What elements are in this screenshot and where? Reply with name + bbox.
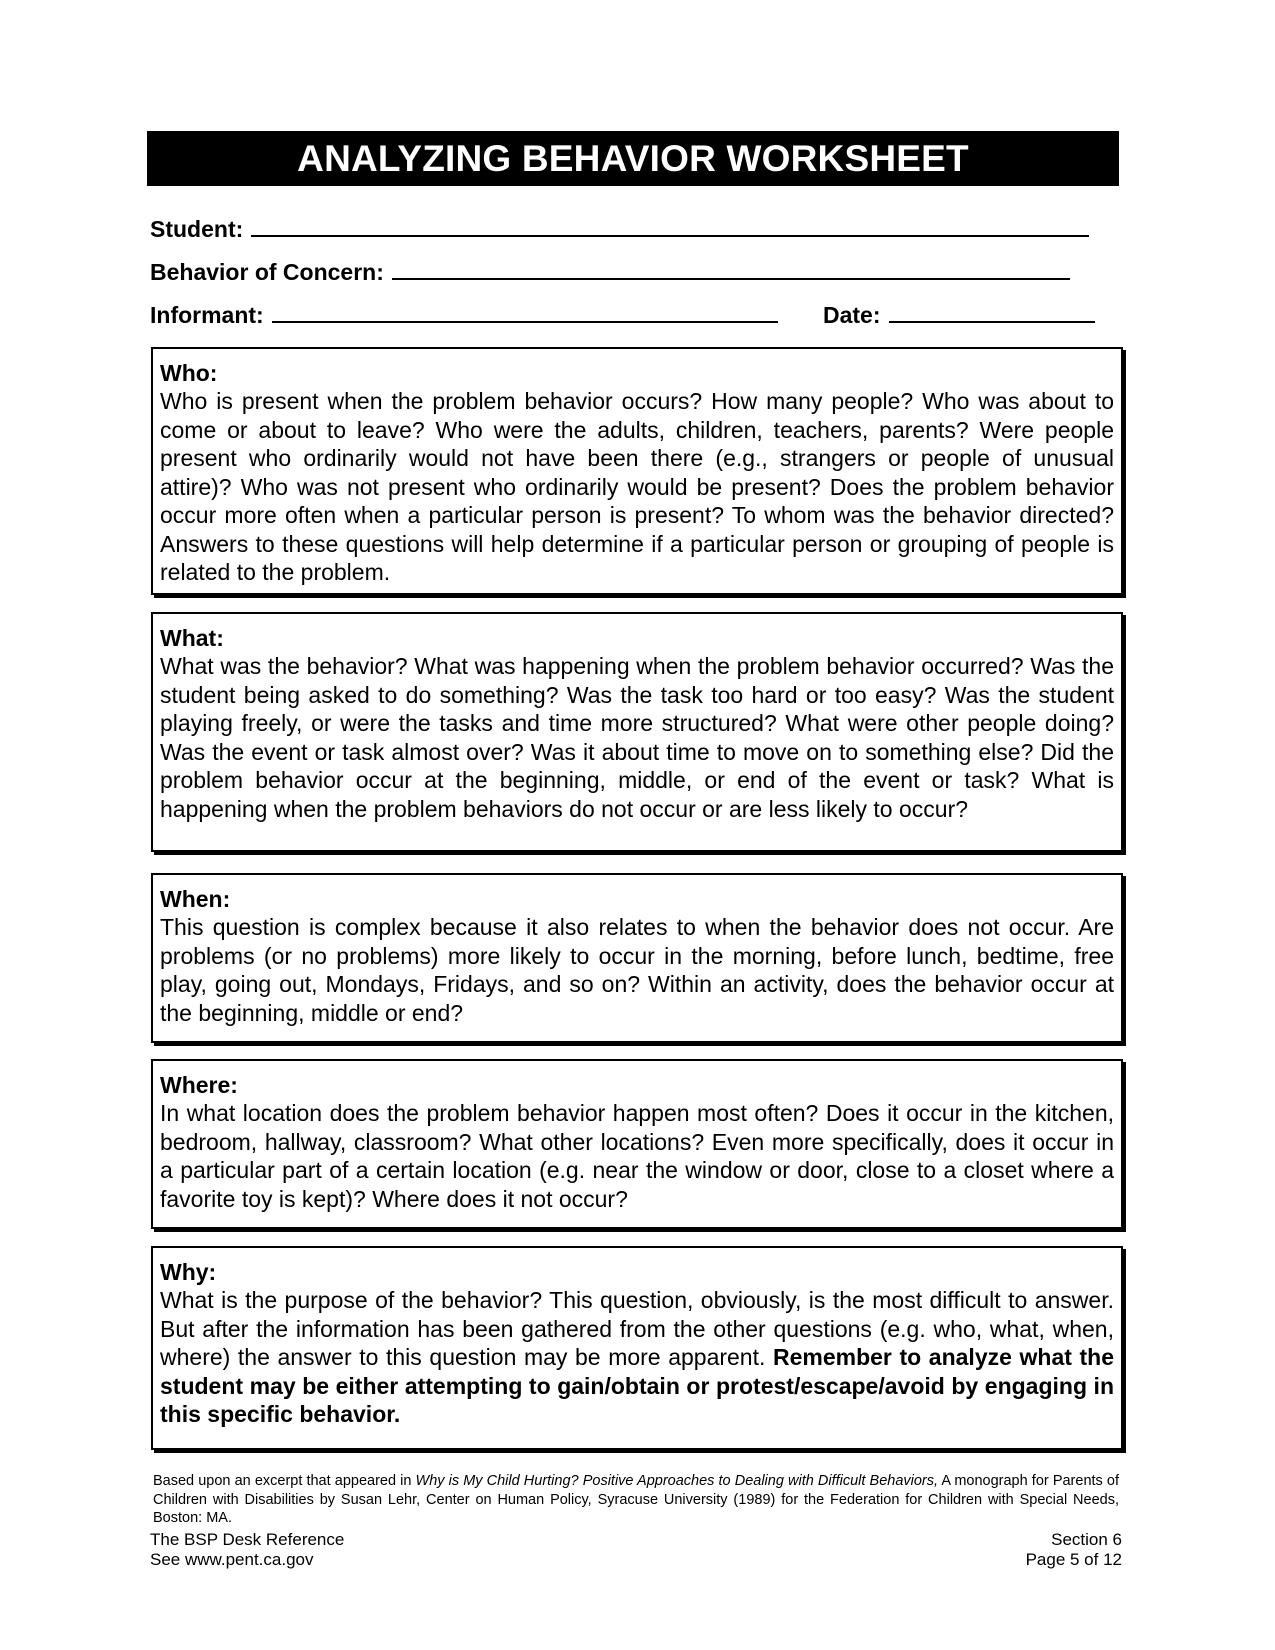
footer-reference: The BSP Desk Reference (150, 1530, 345, 1549)
why-emphasis-text: Remember to analyze what the student may be either attempting to gain/obtain or protest/escape/avoid by engaging in this specific behavior. (160, 1344, 1114, 1427)
who-body: Who is present when the problem behavior occurs? How many people? Who was about to come or about to leave? Who were the adults, children, teachers, parents? Were people present who ordinarily would not have been there (e.g., strangers or people of unusual attire)? Who was not present who ordinarily would be present? Does the problem behavior occur more often when a particular person is present? To whom was the behavior directed? Answers to these questions will help determine if a particular person or grouping of people is related to the problem. (160, 388, 1114, 585)
footer-section: Section 6 (1051, 1530, 1122, 1549)
informant-input-line[interactable] (272, 299, 778, 323)
where-heading: Where: (160, 1072, 238, 1098)
footer-page-number: Page 5 of 12 (1025, 1550, 1122, 1569)
footnote-suffix: A monograph for Parents of Children with Disabilities by Susan Lehr, Center on Human Policy, Syracuse University (1989) for the Federation for Children with Special Needs, Boston: MA. (153, 1473, 1119, 1526)
why-heading: Why: (160, 1259, 217, 1285)
student-input-line[interactable] (251, 213, 1089, 237)
footer-right (1026, 1530, 1122, 1570)
footnote-book-title: Why is My Child Hurting? Positive Approaches to Dealing with Difficult Behaviors, (415, 1473, 939, 1489)
why-body-text: What is the purpose of the behavior? This question, obviously, is the most difficult to answer. But after the information has been gathered from the other questions (e.g. who, what, when, where) the answer to this question may be more apparent. (160, 1287, 1114, 1370)
where-section (151, 1059, 1123, 1229)
behavior-of-concern-input-line[interactable] (392, 256, 1070, 280)
behavior-of-concern-label: Behavior of Concern: (150, 259, 384, 285)
what-section (151, 612, 1123, 852)
when-section (151, 873, 1123, 1043)
date-label: Date: (823, 302, 881, 328)
student-field[interactable] (150, 213, 1089, 243)
footer-left (150, 1530, 344, 1570)
page-title: ANALYZING BEHAVIOR WORKSHEET (147, 131, 1119, 186)
footer-website: See www.pent.ca.gov (150, 1550, 314, 1569)
what-body: What was the behavior? What was happening when the problem behavior occurred? Was the student being asked to do something? Was the task too hard or too easy? Was the student playing freely, or were the tasks and time more structured? What were other people doing? Was the event or task almost over? Was it about time to move on to something else? Did the problem behavior occur at the beginning, middle, or end of the event or task? What is happening when the problem behaviors do not occur or are less likely to occur? (160, 653, 1114, 822)
why-section (151, 1246, 1123, 1450)
informant-field[interactable] (150, 299, 778, 329)
when-heading: When: (160, 886, 231, 912)
date-input-line[interactable] (889, 299, 1095, 323)
source-footnote (153, 1472, 1119, 1528)
where-body: In what location does the problem behavior happen most often? Does it occur in the kitchen, bedroom, hallway, classroom? What other locations? Even more specifically, does it occur in a particular part of a certain location (e.g. near the window or door, close to a closet where a favorite toy is kept)? Where does it not occur? (160, 1100, 1114, 1212)
what-heading: What: (160, 625, 224, 651)
footnote-prefix: Based upon an excerpt that appeared in (153, 1473, 416, 1489)
behavior-of-concern-field[interactable] (150, 256, 1070, 286)
why-body (160, 1286, 1114, 1429)
student-label: Student: (150, 216, 244, 242)
who-section (151, 347, 1123, 595)
date-field[interactable] (823, 299, 1095, 329)
informant-label: Informant: (150, 302, 264, 328)
who-heading: Who: (160, 360, 218, 386)
when-body: This question is complex because it also relates to when the behavior does not occur. Are problems (or no problems) more likely to occur in the morning, before lunch, bedtime, free play, going out, Mondays, Fridays, and so on? Within an activity, does the behavior occur at the beginning, middle or end? (160, 914, 1114, 1026)
